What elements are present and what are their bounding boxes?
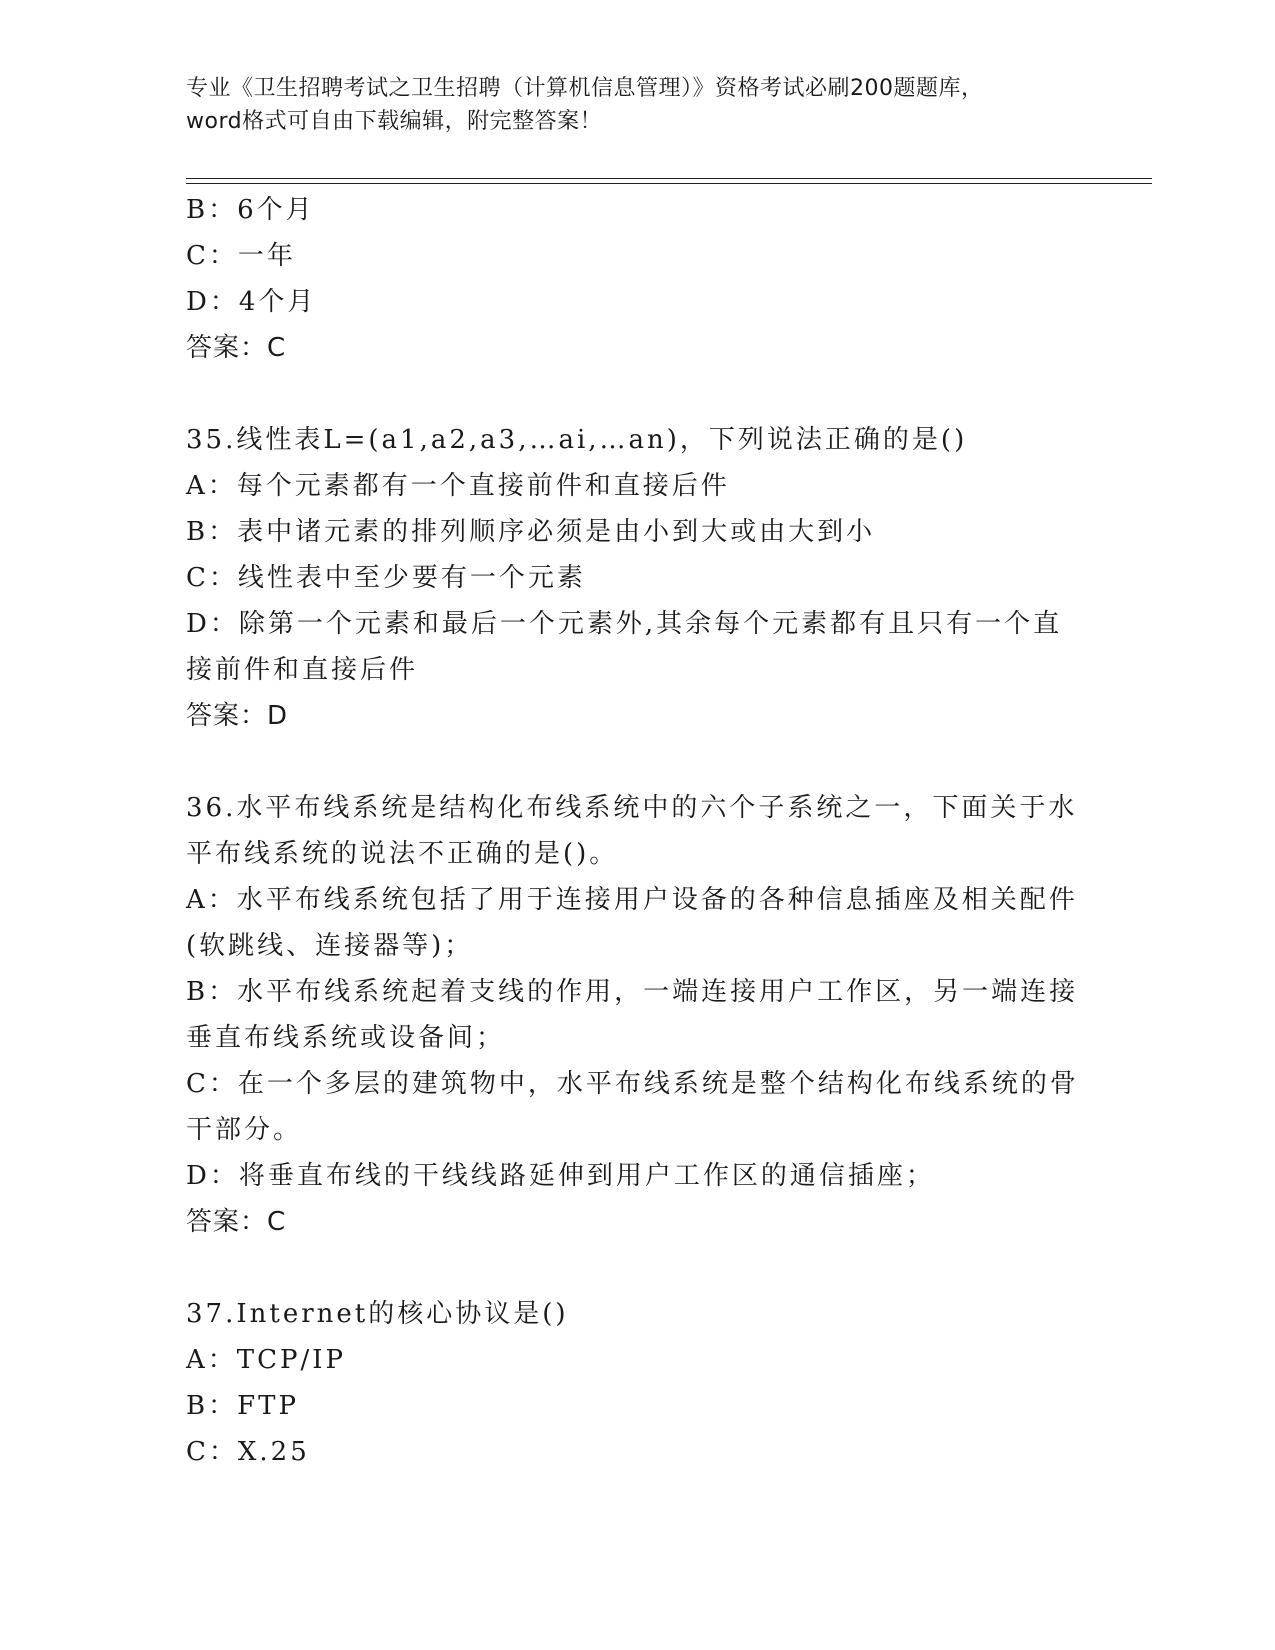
spacer [186,739,1086,785]
option-b-continued: 垂直布线系统或设备间； [186,1023,506,1053]
option-d: D：除第一个元素和最后一个元素外,其余每个元素都有且只有一个直 [186,609,1063,639]
question-37 [186,1291,1086,1475]
header-rule-bottom [186,183,1152,184]
question-stem: 37.Internet的核心协议是() [186,1299,569,1329]
option-b: B：FTP [186,1391,299,1421]
prev-question-block [186,187,1086,371]
answer-line: 答案：D [186,701,289,731]
option-d-continued: 接前件和直接后件 [186,655,419,685]
option-c: C：X.25 [186,1437,310,1467]
question-stem: 35.线性表L=(a1,a2,a3,…ai,…an)，下列说法正确的是() [186,425,968,455]
option-b: B：表中诸元素的排列顺序必须是由小到大或由大到小 [186,517,876,547]
question-stem: 36.水平布线系统是结构化布线系统中的六个子系统之一，下面关于水 [186,793,1078,823]
question-35 [186,417,1086,739]
question-36 [186,785,1086,1245]
document-header [186,72,1086,138]
option-a: A：每个元素都有一个直接前件和直接后件 [186,471,730,501]
option-c: C：一年 [186,241,296,271]
option-c: C：在一个多层的建筑物中，水平布线系统是整个结构化布线系统的骨 [186,1069,1079,1099]
header-title-line-2: word格式可自由下载编辑，附完整答案！ [186,109,603,134]
option-a: A：水平布线系统包括了用于连接用户设备的各种信息插座及相关配件 [186,885,1078,915]
question-stem-continued: 平布线系统的说法不正确的是()。 [186,839,619,869]
answer-line: 答案：C [186,333,287,363]
header-rule-top [186,178,1152,179]
spacer [186,1245,1086,1291]
spacer [186,371,1086,417]
question-content [186,187,1086,1475]
option-d: D：将垂直布线的干线线路延伸到用户工作区的通信插座； [186,1161,935,1191]
option-a-continued: (软跳线、连接器等)； [186,931,474,961]
option-c-continued: 干部分。 [186,1115,303,1145]
option-a: A：TCP/IP [186,1345,347,1375]
option-b: B：6个月 [186,195,315,225]
option-c: C：线性表中至少要有一个元素 [186,563,586,593]
option-d: D：4个月 [186,287,317,317]
answer-line: 答案：C [186,1207,287,1237]
option-b: B：水平布线系统起着支线的作用，一端连接用户工作区，另一端连接 [186,977,1079,1007]
header-title-line-1: 专业《卫生招聘考试之卫生招聘（计算机信息管理）》资格考试必刷200题题库， [186,76,984,101]
